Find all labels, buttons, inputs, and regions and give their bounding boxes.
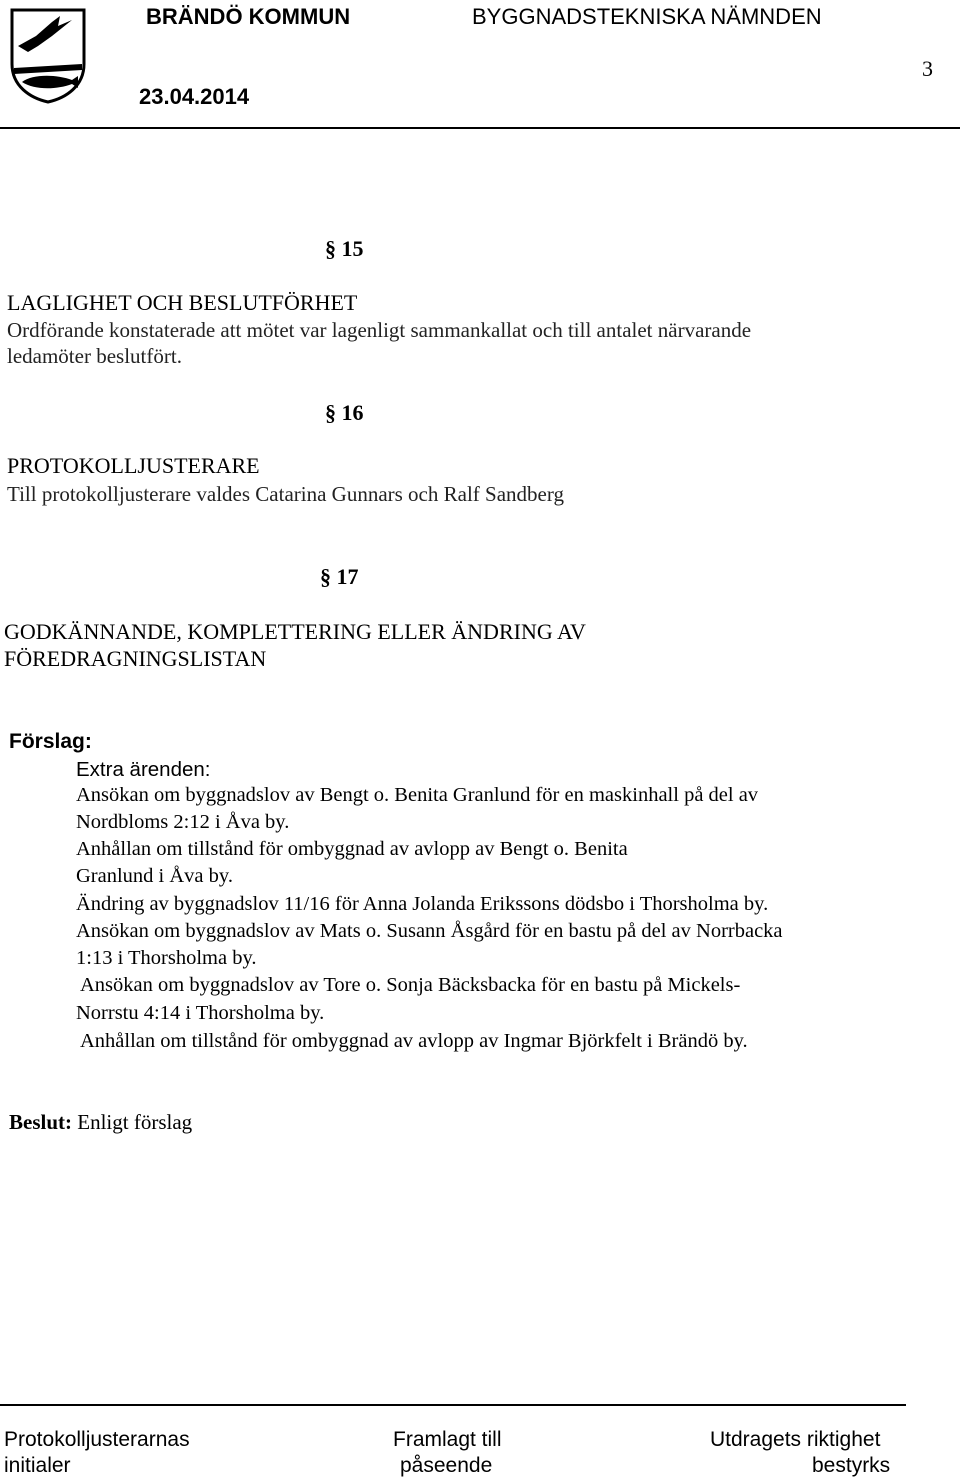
footer-initials-label-line-1: Protokolljusterarnas xyxy=(4,1428,190,1451)
proposal-label: Förslag: xyxy=(9,730,92,753)
proposal-line-8: Ansökan om byggnadslov av Tore o. Sonja Bäcksbacka för en bastu på Mickels- xyxy=(76,974,741,996)
proposal-line-4: Granlund i Åva by. xyxy=(76,865,233,887)
proposal-line-3: Anhållan om tillstånd för ombyggnad av avlopp av Bengt o. Benita xyxy=(76,838,628,860)
proposal-line-2: Nordbloms 2:12 i Åva by. xyxy=(76,811,290,833)
decision xyxy=(9,1110,192,1135)
extra-items-label: Extra ärenden: xyxy=(76,758,211,781)
section-17-title-line-1: GODKÄNNANDE, KOMPLETTERING ELLER ÄNDRING AV xyxy=(4,619,586,644)
proposal-line-10: Anhållan om tillstånd för ombyggnad av avlopp av Ingmar Björkfelt i Brändö by. xyxy=(76,1030,748,1052)
footer-certified-label-line-1: Utdragets riktighet xyxy=(710,1428,881,1451)
municipality-name: BRÄNDÖ KOMMUN xyxy=(146,4,351,29)
footer-display-label-line-2: påseende xyxy=(400,1454,493,1477)
footer-initials-label-line-2: initialer xyxy=(4,1454,71,1477)
footer-certified-label-line-2: bestyrks xyxy=(812,1454,891,1477)
section-17-title-line-2: FÖREDRAGNINGSLISTAN xyxy=(4,646,267,671)
header-divider xyxy=(0,127,960,129)
footer-display-label-line-1: Framlagt till xyxy=(393,1428,502,1451)
proposal-line-1: Ansökan om byggnadslov av Bengt o. Benita Granlund för en maskinhall på del av xyxy=(76,784,759,806)
proposal-line-6: Ansökan om byggnadslov av Mats o. Susann Åsgård för en bastu på del av Norrbacka xyxy=(76,920,783,942)
section-15-body-line-2: ledamöter beslutfört. xyxy=(7,344,182,368)
proposal-line-5: Ändring av byggnadslov 11/16 för Anna Jolanda Erikssons dödsbo i Thorsholma by. xyxy=(76,893,769,915)
municipal-crest-icon xyxy=(8,6,88,104)
section-16-number: § 16 xyxy=(325,400,364,425)
section-15-title: LAGLIGHET OCH BESLUTFÖRHET xyxy=(7,290,358,315)
section-15-number: § 15 xyxy=(325,236,364,261)
proposal-line-7: 1:13 i Thorsholma by. xyxy=(76,947,257,969)
board-name: BYGGNADSTEKNISKA NÄMNDEN xyxy=(472,4,822,29)
section-16-title: PROTOKOLLJUSTERARE xyxy=(7,453,260,478)
proposal-line-9: Norrstu 4:14 i Thorsholma by. xyxy=(76,1002,325,1024)
section-15-body-line-1: Ordförande konstaterade att mötet var lagenligt sammankallat och till antalet närvarande xyxy=(7,318,752,342)
footer-divider xyxy=(0,1404,906,1406)
decision-label: Beslut: xyxy=(9,1110,72,1134)
meeting-date: 23.04.2014 xyxy=(139,84,250,109)
page-number: 3 xyxy=(922,56,933,81)
section-17-number: § 17 xyxy=(320,564,359,589)
decision-text: Enligt förslag xyxy=(72,1110,193,1134)
section-16-body-line-1: Till protokolljusterare valdes Catarina Gunnars och Ralf Sandberg xyxy=(7,482,564,506)
